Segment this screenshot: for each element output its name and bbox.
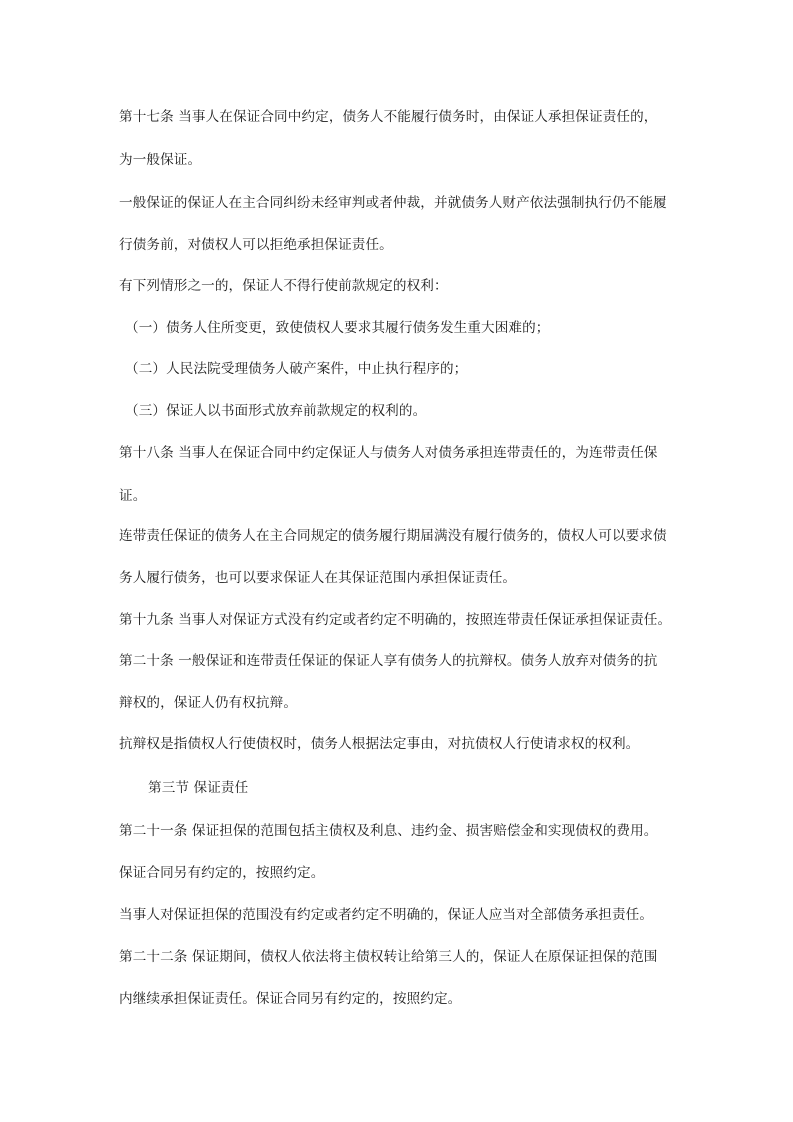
article-18-line-1: 第十八条 当事人在保证合同中约定保证人与债务人对债务承担连带责任的，为连带责任保 — [119, 445, 658, 461]
article-17-line-1: 第十七条 当事人在保证合同中约定，债务人不能履行债务时，由保证人承担保证责任的， — [119, 109, 658, 125]
paragraph-line: 务人履行债务，也可以要求保证人在其保证范围内承担保证责任。 — [119, 570, 517, 586]
paragraph-line: 抗辩权是指债权人行使债权时，债务人根据法定事由，对抗债权人行使请求权的权利。 — [119, 736, 640, 752]
article-21-line-1: 第二十一条 保证担保的范围包括主债权及利息、违约金、损害赔偿金和实现债权的费用。 — [119, 823, 658, 839]
paragraph-line: 一般保证的保证人在主合同纠纷未经审判或者仲裁，并就债务人财产依法强制执行仍不能履 — [119, 195, 667, 211]
section-heading: 第三节 保证责任 — [148, 780, 249, 796]
article-21-line-2: 保证合同另有约定的，按照约定。 — [119, 865, 325, 881]
paragraph-line: 当事人对保证担保的范围没有约定或者约定不明确的，保证人应当对全部债务承担责任。 — [119, 907, 654, 923]
paragraph-line: 连带责任保证的债务人在主合同规定的债务履行期届满没有履行债务的，债权人可以要求债 — [119, 528, 667, 544]
list-item-2: （二）人民法院受理债务人破产案件，中止执行程序的； — [125, 361, 468, 377]
article-20-line-1: 第二十条 一般保证和连带责任保证的保证人享有债务人的抗辩权。债务人放弃对债务的抗 — [119, 653, 658, 669]
article-22-line-1: 第二十二条 保证期间，债权人依法将主债权转让给第三人的，保证人在原保证担保的范围 — [119, 949, 658, 965]
list-item-3: （三）保证人以书面形式放弃前款规定的权利的。 — [125, 403, 427, 419]
article-22-line-2: 内继续承担保证责任。保证合同另有约定的，按照约定。 — [119, 991, 462, 1007]
paragraph-line: 有下列情形之一的，保证人不得行使前款规定的权利： — [119, 278, 448, 294]
list-item-1: （一）债务人住所变更，致使债权人要求其履行债务发生重大困难的； — [125, 320, 550, 336]
article-17-line-2: 为一般保证。 — [119, 152, 202, 168]
paragraph-line: 行债务前，对债权人可以拒绝承担保证责任。 — [119, 237, 393, 253]
article-19: 第十九条 当事人对保证方式没有约定或者约定不明确的，按照连带责任保证承担保证责任。 — [119, 612, 672, 628]
article-20-line-2: 辩权的，保证人仍有权抗辩。 — [119, 695, 298, 711]
article-18-line-2: 证。 — [119, 488, 147, 504]
